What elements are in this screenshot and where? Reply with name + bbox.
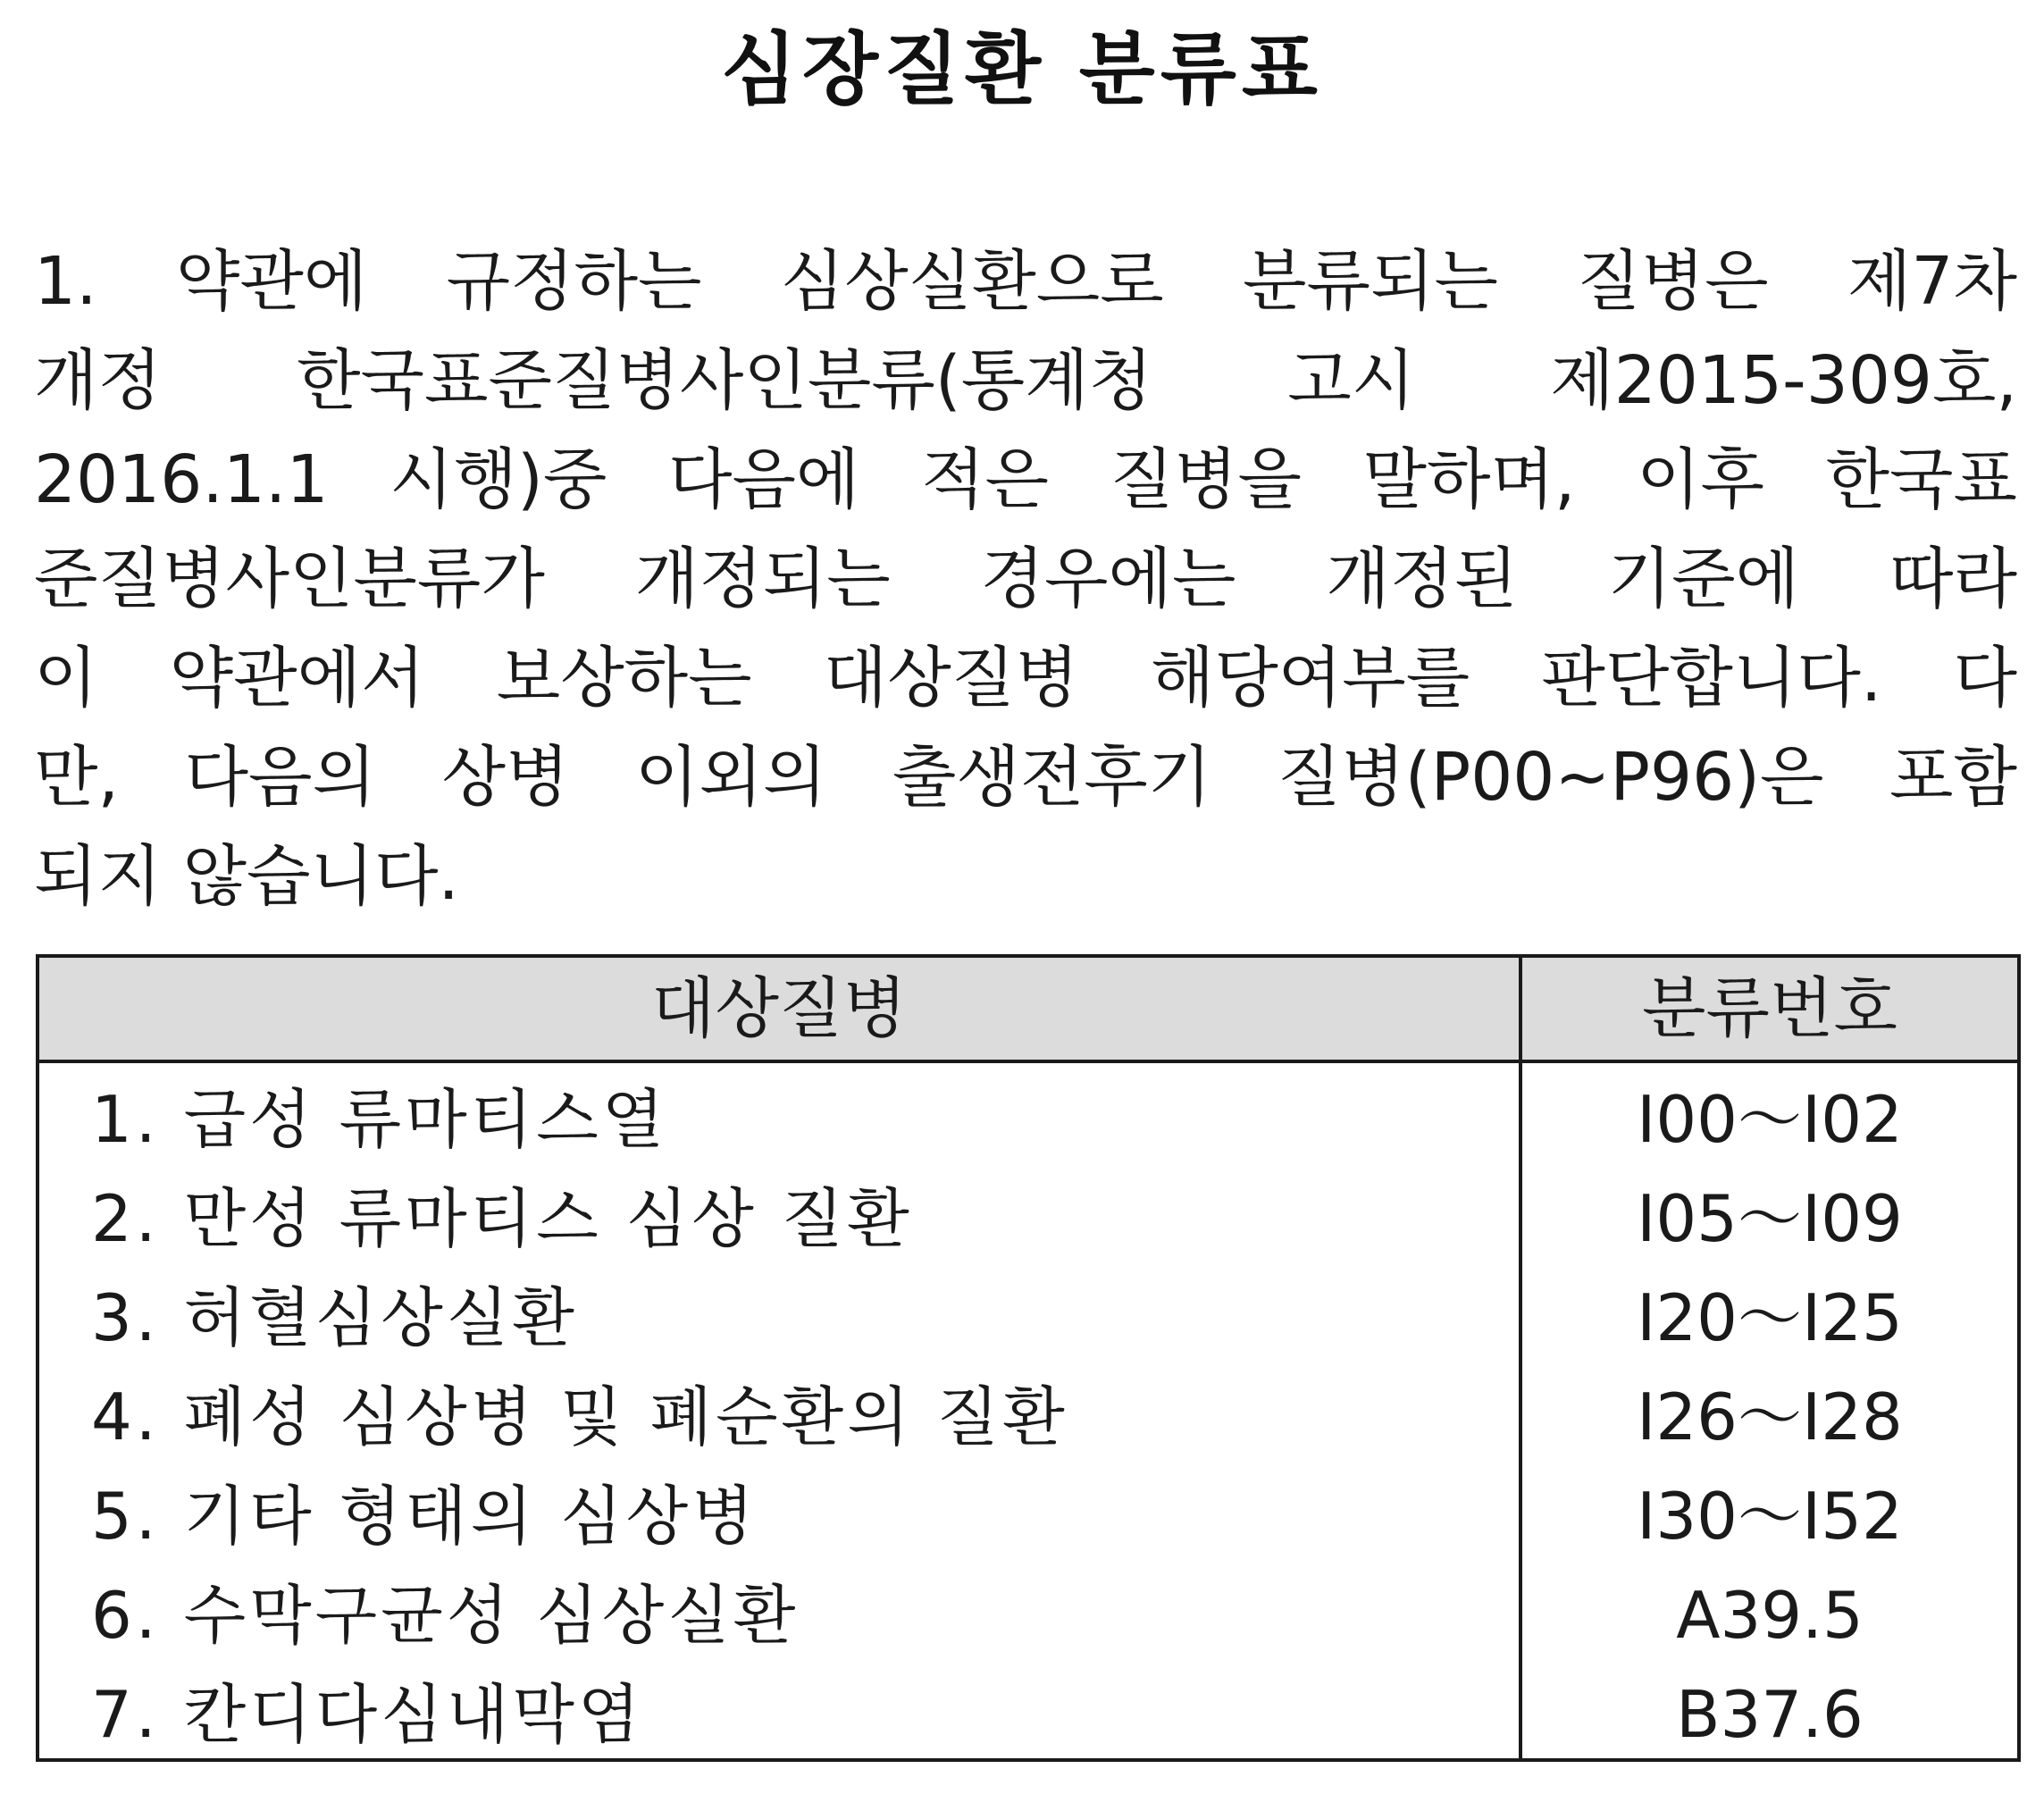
header-code: 분류번호: [1642, 970, 1897, 1047]
disease-name: 2. 만성 류마티스 심상 질환: [91, 1181, 913, 1256]
paragraph-line: 개정 한국표준질병사인분류(통계청 고시 제2015-309호,: [34, 342, 2017, 419]
paragraph-line: 2016.1.1 시행)중 다음에 적은 질병을 말하며, 이후 한국표: [34, 441, 2017, 518]
disease-name: 7. 칸디다심내막염: [91, 1677, 644, 1752]
paragraph-line: 이 약관에서 보상하는 대상질병 해당여부를 판단합니다. 다: [34, 640, 2017, 717]
table-row: [39, 1467, 2017, 1566]
table-row: [39, 1566, 2017, 1665]
disease-code: B37.6: [1676, 1677, 1864, 1752]
intro-paragraph: [34, 232, 2017, 926]
disease-code: A39.5: [1676, 1578, 1864, 1653]
paragraph-line: 만, 다음의 상병 이외의 출생전후기 질병(P00~P96)은 포함: [34, 739, 2017, 816]
disease-code: I30～I52: [1637, 1479, 1903, 1554]
disease-classification-table: [36, 954, 2021, 1762]
disease-name: 6. 수막구균성 심상실환: [91, 1578, 800, 1653]
disease-code: I00～I02: [1637, 1082, 1903, 1157]
page-title: 심장질환 분류표: [721, 23, 1323, 115]
table-body: [39, 1070, 2017, 1765]
table-row: [39, 1368, 2017, 1467]
disease-name: 4. 폐성 심상병 및 폐순환의 질환: [91, 1379, 1068, 1454]
table-row: [39, 1665, 2017, 1765]
table-header: [39, 958, 2017, 1063]
disease-name: 5. 기타 형태의 심상병: [91, 1479, 758, 1554]
disease-code: I26～I28: [1637, 1379, 1903, 1454]
disease-name: 1. 급성 류마티스열: [91, 1082, 668, 1157]
table-row: [39, 1269, 2017, 1368]
paragraph-line: 1. 약관에 규정하는 심상실환으로 분류되는 질병은 제7차: [34, 243, 2017, 320]
disease-code: I20～I25: [1637, 1280, 1903, 1355]
header-disease: 대상질병: [651, 970, 907, 1047]
disease-name: 3. 허혈심상실환: [91, 1280, 578, 1355]
paragraph-line: 준질병사인분류가 개정되는 경우에는 개정된 기준에 따라: [34, 541, 2017, 617]
disease-code: I05～I09: [1637, 1181, 1903, 1256]
table-row: [39, 1070, 2017, 1169]
table-row: [39, 1169, 2017, 1269]
paragraph-line: 되지 않습니다.: [34, 838, 459, 915]
